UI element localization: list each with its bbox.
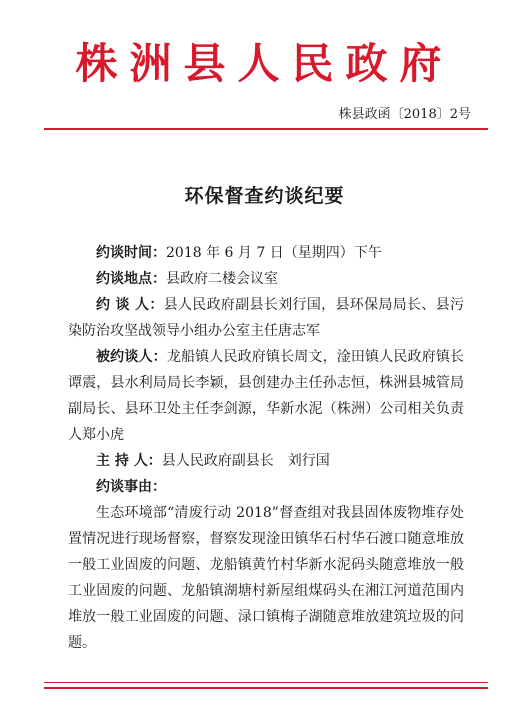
header-red-rule (44, 128, 488, 130)
field-place-value: 县政府二楼会议室 (166, 271, 278, 287)
field-time-value: 2018 年 6 月 7 日（星期四）下午 (166, 245, 382, 261)
field-place (68, 266, 464, 292)
field-host-label: 主 持 人： (96, 453, 162, 469)
field-interviewer-label: 约 谈 人： (96, 297, 164, 313)
body-paragraph: 生态环境部“清废行动 2018”督查组对我县固体废物堆存处置情况进行现场督察，督察发现淦田镇华石村华石渡口随意堆放一般工业固废的问题、龙船镇黄竹村华新水泥码头随意堆放一般工业固废的问题、龙船镇湖塘村新屋组煤码头在湘江河道范围内堆放一般工业固废的问题、渌口镇梅子湖随意堆放建筑垃圾的问题。 (68, 505, 464, 651)
issuer-header: 株洲县人民政府 (75, 39, 454, 88)
document-number: 株县政函〔2018〕2号 (338, 107, 471, 122)
field-place-label: 约谈地点： (96, 271, 166, 287)
field-interviewer-value: 县人民政府副县长刘行国，县环保局局长、县污染防治攻坚战领导小组办公室主任唐志军 (68, 297, 465, 339)
field-interviewer (68, 292, 464, 344)
field-host-value: 县人民政府副县长 刘行国 (161, 453, 330, 469)
field-matter (68, 474, 464, 500)
footer-red-rule-thin (44, 682, 488, 683)
field-interviewees (68, 344, 464, 448)
field-matter-label: 约谈事由： (96, 479, 166, 495)
field-time (68, 240, 464, 266)
field-interviewees-label: 被约谈人： (96, 349, 167, 365)
field-time-label: 约谈时间： (96, 245, 166, 261)
footer-red-rule-thick (44, 687, 488, 689)
document-title: 环保督查约谈纪要 (184, 185, 345, 207)
field-interviewees-value: 龙船镇人民政府镇长周文，淦田镇人民政府镇长谭震，县水利局局长李颖，县创建办主任孙志恒，株洲县城管局副局长、县环卫处主任李剑源，华新水泥（株洲）公司相关负责人郑小虎 (68, 349, 465, 443)
document-body (68, 240, 464, 656)
field-host (68, 448, 464, 474)
